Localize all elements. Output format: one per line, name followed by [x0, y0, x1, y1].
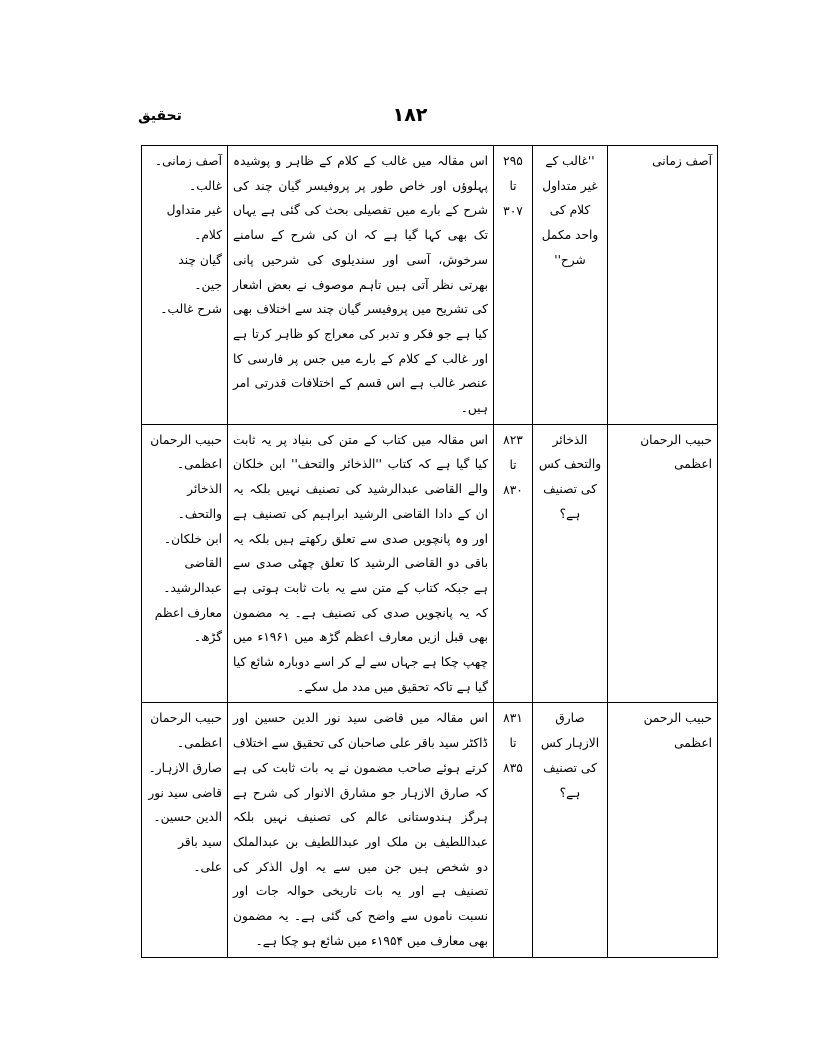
table-row: [142, 424, 718, 703]
keyword: صارق الازہار۔: [148, 760, 222, 775]
journal-title: تحقیق: [138, 108, 182, 124]
keyword: آصف زمانی۔: [154, 154, 222, 168]
article-index-table: [141, 145, 718, 958]
table-row: [142, 703, 718, 957]
page-start: ۸۲۳: [503, 432, 523, 447]
summary-cell: اس مقالہ میں کتاب کے متن کی بنیاد پر یہ ثابت کیا گیا ہے کہ کتاب ''الذخائر والتحف'' ابن خلکان والے القاضی عبدالرشید کی تصنیف نہیں بلکہ یہ ان کے دادا القاضی الرشید ابراہیم کی تصنیف ہے اور وہ پانچویں صدی سے تعلق رکھتے ہیں بلکہ یہ باقی دو القاضی الرشید کا تعلق چھٹی صدی سے ہے جبکہ کتاب کے متن سے یہ بات ثابت ہوتی ہے کہ یہ پانچویں صدی کی تصنیف ہے۔ یہ مضمون بھی قبل ازیں معارف اعظم گڑھ میں ۱۹۶۱ء میں چھپ چکا ہے جہاں سے لے کر اسے دوبارہ شائع کیا گیا ہے تاکہ تحقیق میں مدد مل سکے۔: [228, 424, 494, 703]
keyword: سید باقر علی۔: [178, 834, 222, 874]
keyword: حبیب الرحمان اعظمی۔: [150, 432, 222, 472]
page-range-separator: تا: [509, 457, 517, 472]
page-range-cell: [494, 146, 533, 425]
article-title-cell: صارق الازہار کس کی تصنیف ہے؟: [533, 703, 608, 957]
page-start: ۲۹۵: [503, 154, 523, 168]
keyword: غالب۔: [189, 178, 222, 193]
page-end: ۸۳۵: [503, 761, 523, 776]
page-end: ۳۰۷: [503, 204, 523, 218]
author-cell: آصف زمانی: [608, 146, 718, 425]
author-cell: حبیب الرحمن اعظمی: [608, 703, 718, 957]
page-start: ۸۳۱: [503, 711, 523, 726]
keyword: ابن خلکان۔: [163, 531, 222, 546]
keywords-cell: [142, 703, 228, 957]
summary-cell: اس مقالہ میں قاضی سید نور الدین حسین اور ڈاکٹر سید باقر علی صاحبان کی تحقیق سے اختلاف کرتے ہوئے صاحب مضمون نے یہ بات ثابت کی ہے کہ صارق الازہار جو مشارق الانوار کی شرح ہے ہرگز ہندوستانی عالم کی تصنیف نہیں بلکہ عبداللطیف بن ملک اور عبداللطیف بن عبدالملک دو شخص ہیں جن میں سے یہ اول الذکر کی تصنیف ہے اور یہ بات تاریخی حوالہ جات اور نسبت ناموں سے واضح کی گئی ہے۔ یہ مضمون بھی معارف میں ۱۹۵۴ء میں شائع ہو چکا ہے۔: [228, 703, 494, 957]
keyword: القاضی عبدالرشید۔: [163, 556, 222, 595]
keyword: غیر متداول کلام۔: [166, 203, 222, 243]
page-range-cell: [494, 424, 533, 703]
page-range-separator: تا: [509, 179, 517, 193]
keyword: قاضی سید نور الدین حسین۔: [148, 785, 222, 825]
keyword: الذخائر والتحف۔: [177, 482, 222, 521]
article-title-cell: الذخائر والتحف کس کی تصنیف ہے؟: [533, 424, 608, 703]
page-number: ۱۸۲: [392, 104, 428, 126]
keyword: گیان چند جین۔: [178, 252, 222, 292]
article-title-cell: ''غالب کے غیر متداول کلام کی واحد مکمل شرح'': [533, 146, 608, 425]
page-range-separator: تا: [509, 736, 517, 751]
keyword: حبیب الرحمان اعظمی۔: [150, 711, 222, 751]
table-row: [142, 146, 718, 425]
page-end: ۸۳۰: [503, 482, 523, 497]
keywords-cell: [142, 424, 228, 703]
keyword: شرح غالب۔: [160, 302, 222, 317]
keywords-cell: [142, 146, 228, 425]
summary-cell: اس مقالہ میں غالب کے کلام کے ظاہر و پوشیدہ پہلوؤں اور خاص طور پر پروفیسر گیان چند کی شرح کے بارے میں تفصیلی بحث کی گئی ہے یہاں تک بھی کہا گیا ہے کہ ان کی شرح کے سامنے سرخوش، آسی اور سندیلوی کی شرحیں پانی بھرتی نظر آتی ہیں تاہم موصوف نے بعض اشعار کی تشریح میں پروفیسر گیان چند سے اختلاف بھی کیا ہے جو فکر و تدبر کی معراج کو ظاہر کرتا ہے اور غالب کے کلام کے بارے میں جس پر فارسی کا عنصر غالب ہے اس قسم کے اختلافات قدرتی امر ہیں۔: [228, 146, 494, 425]
keyword: معارف اعظم گڑھ۔: [154, 605, 222, 645]
author-cell: حبیب الرحمان اعظمی: [608, 424, 718, 703]
page-range-cell: [494, 703, 533, 957]
